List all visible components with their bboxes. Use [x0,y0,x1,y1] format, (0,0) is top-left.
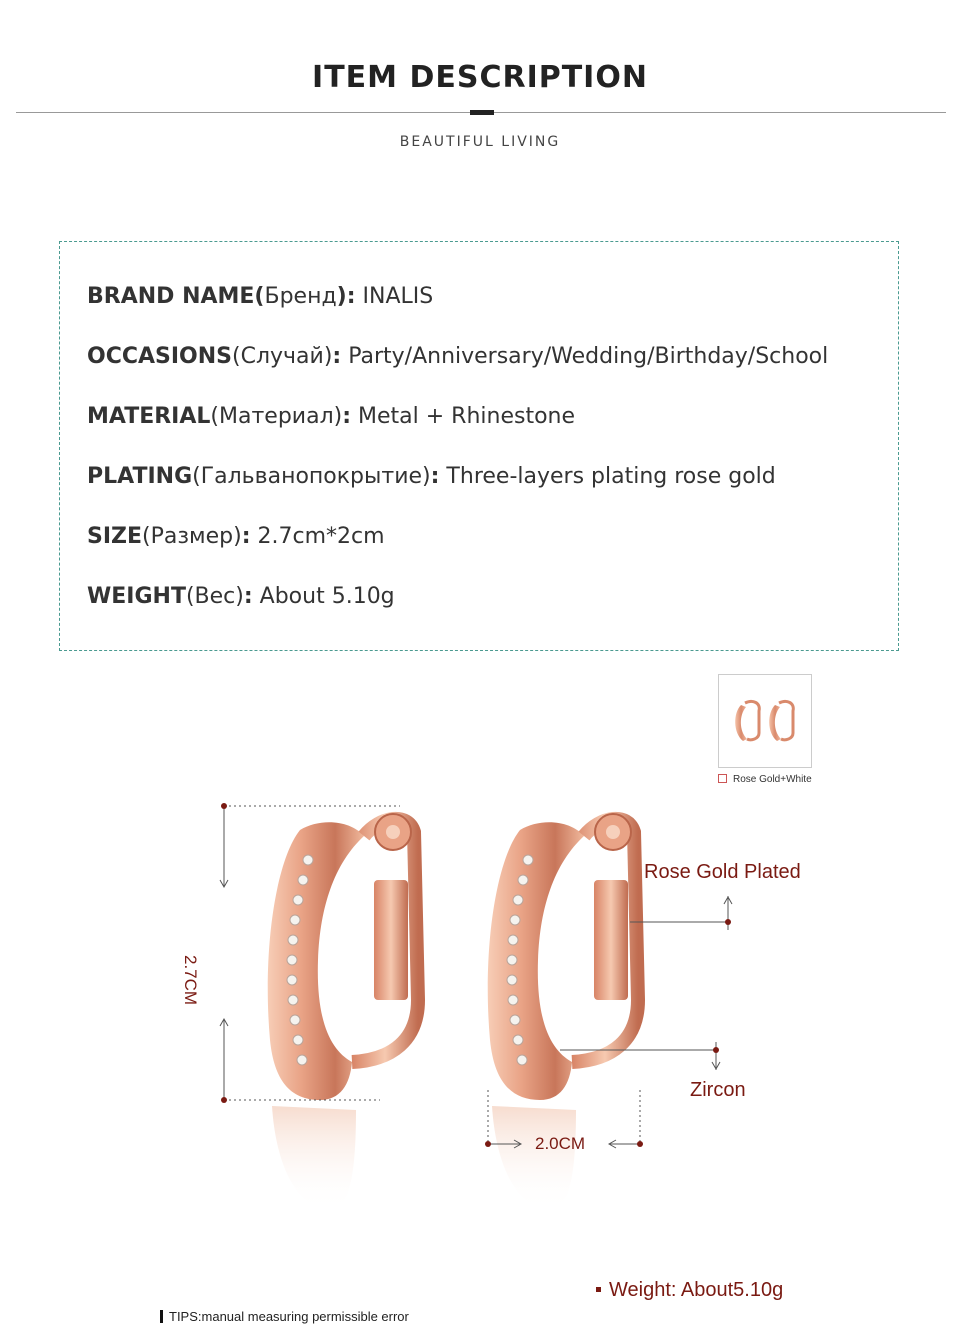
spec-key: MATERIAL [87,404,211,429]
tips-note [160,1309,409,1324]
page-title: ITEM DESCRIPTION [312,60,648,95]
spec-colon: : [243,584,253,609]
spec-colon: : [332,344,342,369]
spec-key-ru: (Вес) [185,584,244,609]
variant-label-text: Rose Gold+White [733,774,812,785]
spec-colon: : [241,524,251,549]
spec-key-ru: (Размер) [142,524,242,549]
weight-text: Weight: About5.10g [609,1279,784,1301]
height-label: 2.7CM [181,955,200,1006]
weight-note [596,1279,783,1302]
bullet-icon [596,1287,601,1292]
width-endpoint-left [485,1141,491,1147]
spec-value: 2.7cm*2cm [250,524,385,549]
spec-value: Metal + Rhinestone [351,404,576,429]
spec-colon: ): [336,284,356,309]
spec-key-ru: Бренд [264,284,337,309]
height-endpoint-top [221,803,227,809]
spec-value: INALIS [355,284,434,309]
plating-callout-line [630,896,732,930]
spec-key-ru: (Случай) [232,344,333,369]
height-endpoint-bottom [221,1097,227,1103]
spec-key: WEIGHT [87,584,186,609]
tips-text: TIPS:manual measuring permissible error [169,1309,409,1324]
spec-colon: : [342,404,352,429]
spec-key: BRAND NAME( [87,284,265,309]
zircon-callout-dot [713,1047,719,1053]
spec-colon: : [430,464,440,489]
spec-key: OCCASIONS [87,344,233,369]
spec-key-ru: (Гальванопокрытие) [192,464,431,489]
spec-value: Party/Anniversary/Wedding/Birthday/School [341,344,829,369]
left-earring [268,814,418,1210]
tips-bar-icon [160,1310,163,1323]
spec-key: SIZE [87,524,143,549]
spec-value: About 5.10g [252,584,395,609]
plating-annotation: Rose Gold Plated [644,861,801,883]
spec-value: Three-layers plating rose gold [439,464,776,489]
spec-key: PLATING [87,464,193,489]
spec-key-ru: (Материал) [210,404,343,429]
zircon-annotation: Zircon [690,1079,746,1101]
width-label: 2.0CM [535,1134,586,1153]
page-subtitle: BEAUTIFUL LIVING [399,134,561,150]
plating-callout-dot [725,919,731,925]
width-endpoint-right [637,1141,643,1147]
